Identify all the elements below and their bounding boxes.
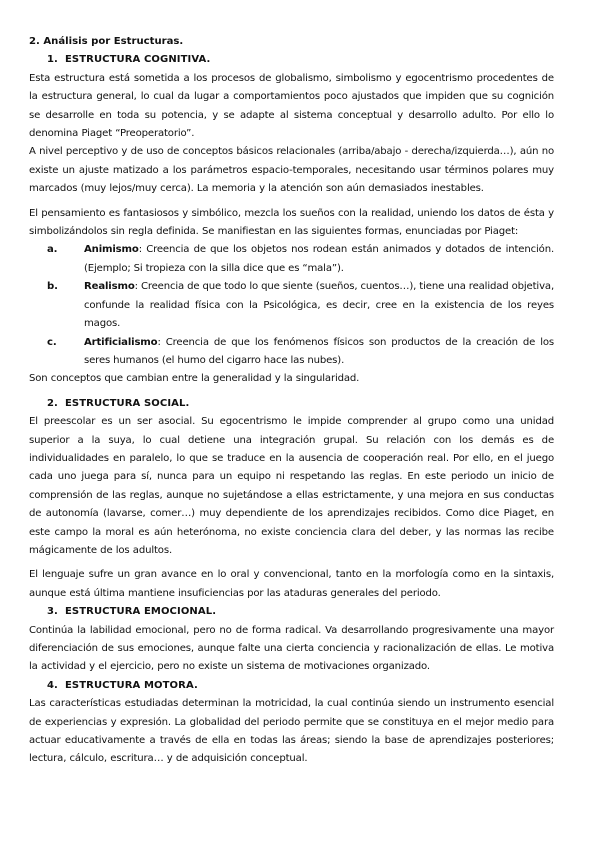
list-marker: a.	[47, 244, 58, 256]
list-text: : Creencia de que todo lo que siente (sueños, cuentos…), tiene una realidad objetiva, confunde la realidad física con la Psicológica, es decir, cree en la existencia de los reyes magos.	[84, 281, 554, 330]
paragraph: A nivel perceptivo y de uso de conceptos básicos relacionales (arriba/abajo - derecha/izquierda…), aún no existe un ajuste matizado a los parámetros espacio-temporales, necesitando usar términos polares muy marcados (muy lejos/muy cerca). La memoria y la atención son aún demasiados inestables.	[29, 146, 554, 195]
section-title: ESTRUCTURA COGNITIVA.	[65, 54, 211, 66]
list-term: Realismo	[84, 281, 135, 293]
list-marker: c.	[47, 336, 57, 348]
paragraph: El pensamiento es fantasiosos y simbólico, mezcla los sueños con la realidad, uniendo los datos de ésta y simbolizándolos sin regla definida. Se manifiestan en las siguientes formas, enunciadas por Piaget:	[29, 207, 554, 238]
paragraph: El lenguaje sufre un gran avance en lo oral y convencional, tanto en la morfología como en la sintaxis, aunque está última mantiene insuficiencias por las ataduras generales del periodo.	[29, 569, 554, 599]
section-title: ESTRUCTURA EMOCIONAL.	[65, 606, 217, 618]
list-text: : Creencia de que los fenómenos físicos son productos de la creación de los seres humanos (el humo del cigarro hace las nubes).	[84, 336, 554, 366]
section-title: ESTRUCTURA SOCIAL.	[65, 397, 190, 409]
section-title: ESTRUCTURA MOTORA.	[65, 679, 198, 691]
section-number: 4.	[47, 679, 58, 691]
paragraph: El preescolar es un ser asocial. Su egocentrismo le impide comprender al grupo como una unidad superior a la suya, lo cual detiene una integración grupal. Su relación con los demás es de individualidades en paralelo, lo que se traduce en la ausencia de cooperación real. Por ello, en el juego cada uno juega para sí, nunca para un equipo ni respetando las reglas. En este periodo un inicio de comprensión de las reglas, aunque no sujetándose a ellas estrictamente, y una mejora en sus conductas de autonomía (lavarse, comer…) muy dependiente de los aprendizajes recibidos. Como dice Piaget, en este campo la moral es aún heterónoma, no existe conciencia clara del deber, y las normas las recibe mágicamente de los adultos.	[29, 416, 554, 556]
section-heading-social	[29, 395, 554, 413]
section-heading-motora	[29, 677, 554, 695]
list-term: Artificialismo	[84, 336, 158, 348]
list-item-animismo	[29, 241, 554, 278]
section-number: 3.	[47, 606, 58, 618]
section-number: 2.	[47, 397, 58, 409]
paragraph: Esta estructura está sometida a los procesos de globalismo, simbolismo y egocentrismo procedentes de la estructura general, lo cual da lugar a comportamientos poco ajustados que impiden que su cognición se desarrolle en toda su potencia, y se adapte al sistema conceptual y desarrollo adulto. Por ello lo denomina Piaget “Preoperatorio”.	[29, 72, 554, 140]
paragraph: Continúa la labilidad emocional, pero no de forma radical. Va desarrollando progresivamente una mayor diferenciación de sus emociones, aunque falte una cierta conciencia y racionalización de ellas. Le motiva la actividad y el ejercicio, pero no existe un sistema de motivaciones organizado.	[29, 624, 554, 673]
list-item-realismo	[29, 278, 554, 333]
list-text: : Creencia de que los objetos nos rodean están animados y dotados de intención. (Ejemplo; Si tropieza con la silla dice que es “mala”).	[84, 244, 554, 274]
section-number: 1.	[47, 54, 58, 66]
paragraph: Son conceptos que cambian entre la generalidad y la singularidad.	[29, 373, 360, 385]
paragraph: Las características estudiadas determinan la motricidad, la cual continúa siendo un instrumento esencial de experiencias y expresión. La globalidad del periodo permite que se constituya en el mejor medio para actuar educativamente a través de ella en todas las áreas; siendo la base de aprendizajes posteriores; lectura, cálculo, escritura… y de adquisición conceptual.	[29, 698, 554, 765]
section-heading-emocional	[29, 603, 554, 621]
document-heading: 2. Análisis por Estructuras.	[29, 36, 184, 47]
section-heading-cognitiva	[29, 51, 554, 69]
document-page	[29, 33, 554, 769]
list-marker: b.	[47, 281, 58, 293]
list-item-artificialismo	[29, 334, 554, 371]
list-term: Animismo	[84, 244, 139, 256]
